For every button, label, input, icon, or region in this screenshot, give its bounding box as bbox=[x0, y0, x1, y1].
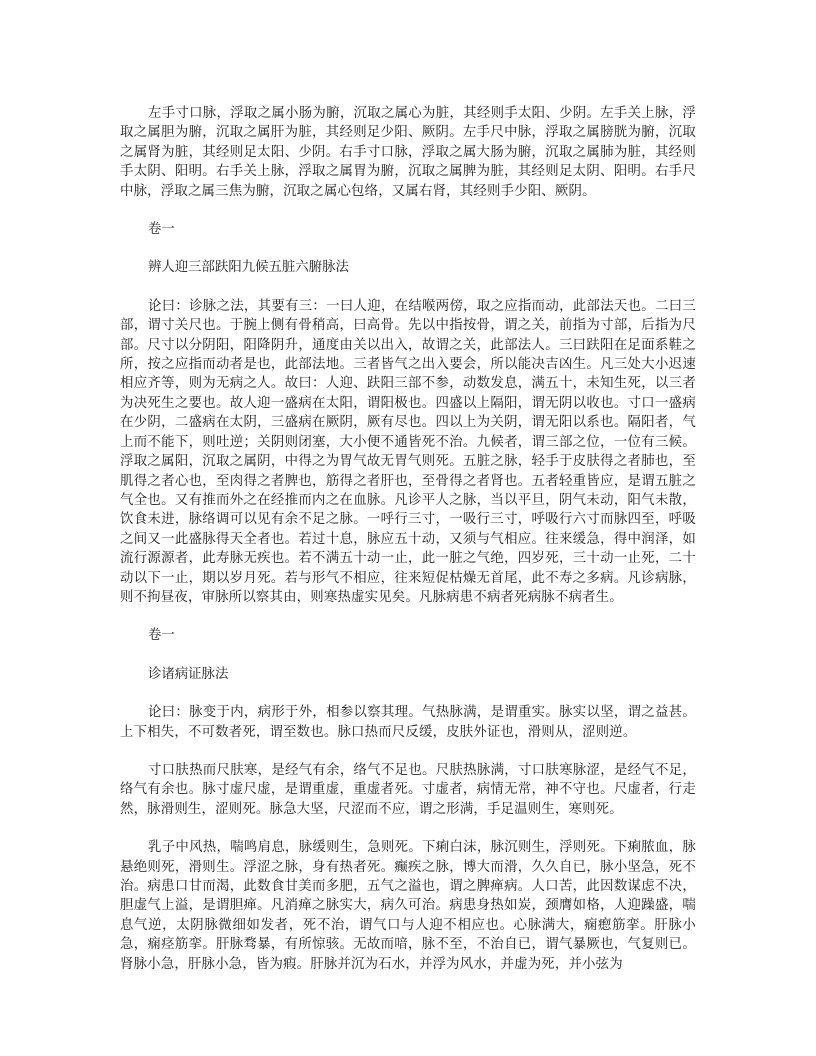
spacer bbox=[120, 201, 696, 220]
document-page bbox=[120, 104, 696, 974]
paragraph-body: 寸口肤热而尺肤寒，是经气有余，络气不足也。尺肤热脉满，寸口肤寒脉涩，是经气不足，络气有余也。脉寸虚尺虚，是谓重虚，重虚者死。寸虚者，病情无常，神不守也。尺虚者，行走 然，脉滑则生，涩则死。脉急大坚，尺涩而不应，谓之形满，手足温则生，寒则死。 bbox=[120, 762, 696, 817]
spacer bbox=[120, 278, 696, 297]
spacer bbox=[120, 742, 696, 761]
section-title: 辨人迎三部趺阳九候五脏六腑脉法 bbox=[148, 260, 349, 276]
spacer bbox=[120, 607, 696, 626]
paragraph-discussion: 论曰：脉变于内，病形于外，相参以察其理。气热脉满，是谓重实。脉实以坚，谓之益甚。上下相失，不可数者死，谓至数也。脉口热而尺反缓，皮肤外证也，滑则从，涩则逆。 bbox=[120, 705, 696, 740]
paragraph-discussion: 论曰：诊脉之法，其要有三：一曰人迎，在结喉两傍，取之应指而动，此部法天也。二曰三部，谓寸关尺也。于腕上侧有骨稍高，曰高骨。先以中指按骨，谓之关，前指为寸部，后指为尺部。尺寸以分阴阳，阳降阴升，通度由关以出入，故谓之关，此部法人。三曰趺阳在足面系鞋之所，按之应指而动者是也，此部法地。三者皆气之出入要会，所以能决吉凶生。凡三处大小迟速相应齐等，则为无病之人。故曰：人迎、趺阳三部不参，动数发息，满五十，未知生死，以三者为决死生之要也。故人迎一盛病在太阳，谓阳极也。四盛以上隔阳，谓无阴以收也。寸口一盛病在少阴，二盛病在太阴，三盛病在厥阴，厥有尽也。四以上为关阴，谓无阳以系也。隔阳者，气上而不能下，则吐逆；关阴则闭塞，大小便不通皆死不治。九候者，谓三部之位，一位有三候。浮取之属阳，沉取之属阴，中得之为胃气故无胃气则死。五脏之脉，轻手于皮肤得之者肺也，至肌得之者心也，至肉得之者脾也，筋得之者肝也，至骨得之者肾也。五者轻重皆应，是谓五脏之气全也。又有推而外之在经推而内之在血脉。凡诊平人之脉，当以平旦，阴气未动，阳气未散，饮食未进，脉络调可以见有余不足之脉。一呼行三寸，一吸行三寸，呼吸行六寸而脉四至，呼吸之间又一此盛脉得天全者也。若过十息，脉应五十动，又须与气相应。往来缓急，得中润泽，如流行源源者，此寿脉无疾也。若不满五十动一止，此一脏之气绝，四岁死，三十动一止死，二十动以下一止，期以岁月死。若与形气不相应，往来短促枯燥无首尾，此不寿之多病。凡诊病脉，则不拘昼夜，审脉所以察其由，则寒热虚实见矣。凡脉病患不病者死病脉不病者生。 bbox=[120, 298, 696, 605]
paragraph-body: 乳子中风热，喘鸣肩息，脉缓则生，急则死。下痢白沫，脉沉则生，浮则死。下痢脓血，脉悬绝则死，滑则生。浮涩之脉，身有热者死。癫疾之脉，博大而滑，久久自已，脉小坚急，死不治。病患口甘而渴，此数食甘美而多肥，五气之溢也，谓之脾瘅病。人口苦，此因数谋虑不决，胆虚气上溢，是谓胆瘅。凡消瘅之脉实大，病久可治。病患身热如炭，颈膺如格，人迎躁盛，喘息气逆，太阴脉微细如发者，死不治，谓气口与人迎不相应也。心脉满大，痫瘛筋挛。肝脉小急，痫痉筋挛。肝脉骛暴，有所惊骇。无故而喑，脉不至，不治自已，谓气暴厥也，气复则已。肾脉小急，肝脉小急，皆为瘕。肝脉并沉为石水，并浮为风水，并虚为死，并小弦为 bbox=[120, 840, 696, 972]
volume-label: 卷一 bbox=[148, 628, 175, 644]
spacer bbox=[120, 684, 696, 703]
spacer bbox=[120, 646, 696, 665]
spacer bbox=[120, 819, 696, 838]
paragraph-pulse-positions: 左手寸口脉，浮取之属小肠为腑，沉取之属心为脏，其经则手太阳、少阴。左手关上脉，浮取之属胆为腑，沉取之属肝为脏，其经则足少阳、厥阴。左手尺中脉，浮取之属膀胱为腑，沉取之属肾为脏，其经则足太阳、少阴。右手寸口脉，浮取之属大肠为腑，沉取之属肺为脏，其经则手太阴、阳明。右手关上脉，浮取之属胃为腑，沉取之属脾为脏，其经则足太阴、阳明。右手尺中脉，浮取之属三焦为腑，沉取之属心包络，又属右肾，其经则手少阳、厥阴。 bbox=[120, 106, 696, 199]
volume-label: 卷一 bbox=[148, 222, 175, 238]
spacer bbox=[120, 239, 696, 258]
section-title: 诊诸病证脉法 bbox=[148, 666, 229, 682]
